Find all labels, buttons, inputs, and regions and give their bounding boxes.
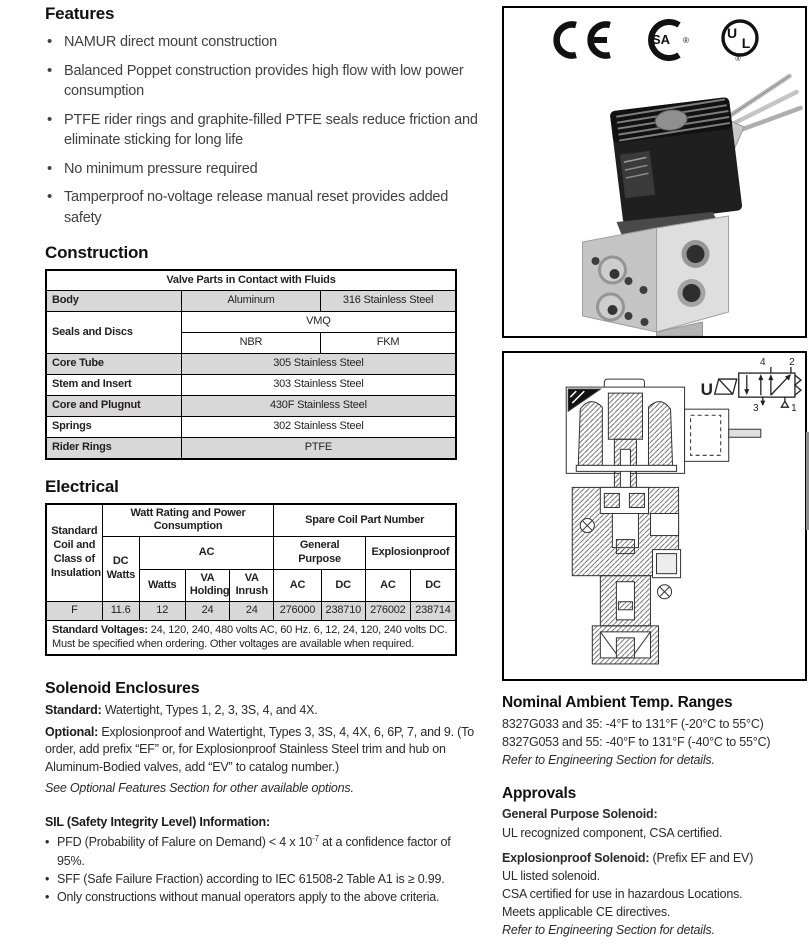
- ul-mark-icon: [719, 17, 763, 63]
- watt-rating-group-header: Watt Rating and Power Consumption: [102, 504, 274, 537]
- construction-table-title: Valve Parts in Contact with Fluids: [46, 270, 456, 291]
- table-cell: VMQ: [181, 312, 456, 333]
- sil-superscript: -7: [312, 834, 319, 844]
- table-cell: Body: [46, 291, 181, 312]
- port-4-label: 4: [760, 357, 766, 369]
- port-3-label: 3: [753, 403, 759, 415]
- valve-cross-section-drawing: [504, 353, 805, 679]
- ep-solenoid-suffix: (Prefix EF and EV): [649, 850, 754, 865]
- table-cell: 24: [230, 602, 274, 621]
- table-cell: DC: [321, 569, 365, 602]
- approvals-heading: Approvals: [502, 785, 576, 803]
- electrical-col1-header: Standard Coil and Class of Insulation: [46, 504, 102, 602]
- approvals-section: [502, 785, 807, 939]
- features-list: [47, 32, 481, 229]
- temp-ranges-heading: Nominal Ambient Temp. Ranges: [502, 694, 733, 711]
- left-column: [45, 4, 481, 906]
- sil-list: [45, 833, 481, 906]
- table-cell: Springs: [46, 417, 181, 438]
- port-1-label: 1: [791, 403, 797, 415]
- enclosures-optional: [45, 724, 481, 777]
- sil-item: [45, 833, 481, 869]
- table-cell: FKM: [321, 333, 456, 354]
- sil-item-text: at a confidence factor of 95%.: [57, 835, 451, 868]
- table-row: [46, 312, 456, 333]
- table-cell: Seals and Discs: [46, 312, 181, 354]
- table-cell: Stem and Insert: [46, 375, 181, 396]
- pneumatic-symbol: [701, 357, 801, 414]
- construction-heading: Construction: [45, 242, 149, 262]
- table-cell: 12: [139, 602, 185, 621]
- spare-coil-group-header: Spare Coil Part Number: [274, 504, 456, 537]
- sil-item: • Only constructions without manual operators apply to the above criteria.: [45, 888, 481, 906]
- standard-text: Watertight, Types 1, 2, 3, 3S, 4, and 4X.: [101, 703, 318, 718]
- sil-item-text: PFD (Probability of Falure on Demand) < 4 x 10: [57, 835, 313, 850]
- table-cell: 302 Stainless Steel: [181, 417, 456, 438]
- ul-letter-l: L: [741, 35, 750, 51]
- product-photo-box: [502, 6, 807, 338]
- table-cell: VA Inrush: [230, 569, 274, 602]
- table-row: [46, 270, 456, 291]
- standard-label: Standard:: [45, 703, 102, 718]
- temp-range-line: 8327G053 and 55: -40°F to 131°F (-40°C to 55°C): [502, 735, 771, 750]
- table-row: [46, 504, 456, 537]
- standard-voltages-label: Standard Voltages:: [52, 623, 148, 636]
- symbol-u-label: U: [700, 380, 713, 400]
- general-purpose-header: General Purpose: [274, 537, 365, 570]
- construction-table: [45, 269, 457, 460]
- table-cell: AC: [274, 569, 321, 602]
- feature-item: • PTFE rider rings and graphite-filled PTFE seals reduce friction and eliminate sticking for long life: [47, 110, 481, 151]
- csa-letters: SA: [651, 32, 670, 47]
- table-cell: 11.6: [102, 602, 139, 621]
- table-cell: 305 Stainless Steel: [181, 354, 456, 375]
- standard-voltages-note: [46, 620, 456, 655]
- table-row: [46, 291, 456, 312]
- standard-voltages-text: 24, 120, 240, 480 volts AC, 60 Hz. 6, 12, 24, 120, 240 volts DC. Must be specified when ordering. Other voltages are available when required.: [52, 623, 448, 650]
- temp-ranges-note: Refer to Engineering Section for details.: [502, 753, 715, 768]
- temp-ranges-section: [502, 694, 807, 769]
- table-cell: 238714: [410, 602, 456, 621]
- table-cell: Core and Plugnut: [46, 396, 181, 417]
- explosionproof-header: Explosionproof: [365, 537, 456, 570]
- gp-solenoid-label: General Purpose Solenoid:: [502, 807, 658, 822]
- table-cell: Aluminum: [181, 291, 320, 312]
- electrical-heading: Electrical: [45, 476, 119, 496]
- registered-symbol: ®: [682, 36, 689, 45]
- ep-solenoid-line: [502, 849, 807, 867]
- dc-watts-header: DC Watts: [102, 537, 139, 602]
- electrical-data-row: [46, 602, 456, 621]
- table-cell: NBR: [181, 333, 320, 354]
- feature-item: • No minimum pressure required: [47, 159, 481, 180]
- table-cell: F: [46, 602, 102, 621]
- table-cell: 24: [185, 602, 229, 621]
- enclosures-standard: [45, 702, 481, 720]
- certification-logos: [504, 16, 805, 64]
- port-2-label: 2: [789, 357, 795, 369]
- approvals-line: CSA certified for use in hazardous Locations.: [502, 886, 743, 901]
- table-cell: Rider Rings: [46, 438, 181, 459]
- sil-section: [45, 814, 481, 906]
- table-row: [46, 537, 456, 570]
- ce-mark-icon: [547, 18, 613, 62]
- electrical-table: [45, 503, 457, 657]
- feature-item: • NAMUR direct mount construction: [47, 32, 481, 53]
- table-cell: 316 Stainless Steel: [321, 291, 456, 312]
- table-cell: 276002: [365, 602, 410, 621]
- ul-letter-u: U: [726, 25, 737, 41]
- table-row: [46, 396, 456, 417]
- ep-solenoid-label: Explosionproof Solenoid:: [502, 850, 650, 865]
- product-photo: [504, 64, 805, 336]
- csa-mark-icon: [643, 17, 689, 63]
- table-cell: 276000: [274, 602, 321, 621]
- table-cell: VA Holding: [185, 569, 229, 602]
- sil-item: • SFF (Safe Failure Fraction) according to IEC 61508-2 Table A1 is ≥ 0.99.: [45, 870, 481, 888]
- sil-heading: SIL (Safety Integrity Level) Information:: [45, 814, 270, 829]
- feature-item: • Tamperproof no-voltage release manual reset provides added safety: [47, 187, 481, 228]
- table-cell: PTFE: [181, 438, 456, 459]
- table-cell: DC: [410, 569, 456, 602]
- table-row: [46, 620, 456, 655]
- table-row: [46, 375, 456, 396]
- enclosures-heading: Solenoid Enclosures: [45, 680, 200, 698]
- table-cell: AC: [365, 569, 410, 602]
- table-cell: 430F Stainless Steel: [181, 396, 456, 417]
- approvals-line: Meets applicable CE directives.: [502, 905, 671, 919]
- table-row: [46, 354, 456, 375]
- optional-text: Explosionproof and Watertight, Types 3, 3S, 4, 4X, 6, 6P, 7, and 9. (To order, add prefix “EF” or, for Explosionproof Stainless Steel trim and hub on Aluminum-Bodied valves, add “EV” to catalog number.): [45, 724, 474, 774]
- feature-item: • Balanced Poppet construction provides high flow with low power consumption: [47, 61, 481, 102]
- table-row: [46, 438, 456, 459]
- features-heading: Features: [45, 4, 115, 23]
- approvals-line: UL listed solenoid.: [502, 868, 600, 883]
- optional-label: Optional:: [45, 724, 99, 739]
- table-cell: 303 Stainless Steel: [181, 375, 456, 396]
- table-cell: Watts: [139, 569, 185, 602]
- table-row: [46, 417, 456, 438]
- ac-header: AC: [139, 537, 274, 570]
- registered-symbol: ®: [734, 56, 741, 63]
- enclosures-note: See Optional Features Section for other available options.: [45, 781, 354, 796]
- approvals-note: Refer to Engineering Section for details.: [502, 923, 715, 938]
- cross-section-box: [502, 351, 807, 681]
- gp-solenoid-text: UL recognized component, CSA certified.: [502, 825, 723, 840]
- solenoid-coil: [610, 97, 743, 225]
- table-cell: 238710: [321, 602, 365, 621]
- cross-section: [566, 379, 761, 664]
- table-cell: Core Tube: [46, 354, 181, 375]
- right-column: [502, 6, 807, 939]
- temp-range-line: 8327G033 and 35: -4°F to 131°F (-20°C to 55°C): [502, 717, 764, 731]
